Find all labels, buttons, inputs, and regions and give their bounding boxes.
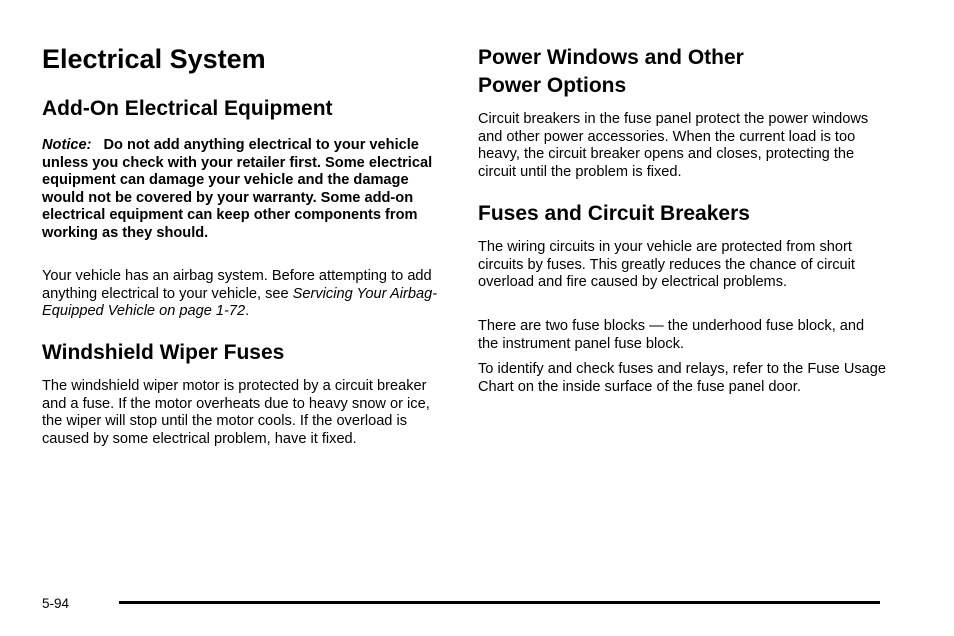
wiper-heading: Windshield Wiper Fuses xyxy=(42,341,285,364)
airbag-text: Your vehicle has an airbag system. Before attempting to add anything electrical to your vehicle, see xyxy=(42,268,432,302)
wiper-paragraph: The windshield wiper motor is protected by a circuit breaker and a fuse. If the motor overheats due to heavy snow or ice, the wiper will stop until the motor cools. If the overload is caused by some electrical problem, have it fixed. xyxy=(42,378,430,447)
notice-paragraph xyxy=(42,137,447,243)
power-paragraph: Circuit breakers in the fuse panel protect the power windows and other power accessories. When the current load is too heavy, the circuit breaker opens and closes, protecting the circuit until the problem is fixed. xyxy=(478,111,869,180)
addon-section xyxy=(42,95,447,123)
power-heading-line2: Power Options xyxy=(478,74,627,97)
airbag-paragraph xyxy=(42,268,447,321)
fuses-paragraph-1: The wiring circuits in your vehicle are protected from short circuits by fuses. This greatly reduces the chance of circuit overload and fire caused by electrical problems. xyxy=(478,239,855,291)
fuses-section xyxy=(478,200,888,228)
wiper-paragraph-block xyxy=(42,378,447,448)
fuses-paragraph-1-block xyxy=(478,239,888,292)
notice-text: Do not add anything electrical to your vehicle unless you check with your retailer first. Some electrical equipment can damage your vehicle and the damage would not be covered by your warranty. Some add-on electrical equipment can keep other components from working as they should. xyxy=(42,137,433,241)
notice-label: Notice: xyxy=(42,137,92,153)
fuses-heading: Fuses and Circuit Breakers xyxy=(478,202,750,225)
addon-heading: Add-On Electrical Equipment xyxy=(42,97,333,120)
power-section xyxy=(478,44,888,100)
airbag-page-reference: Servicing Your Airbag-Equipped Vehicle on page 1-72 xyxy=(42,285,438,320)
airbag-text-end: . xyxy=(245,303,250,320)
page-number: 5-94 xyxy=(42,596,70,611)
fuses-paragraph-3-block xyxy=(478,361,888,396)
power-heading xyxy=(478,44,888,100)
footer-rule xyxy=(119,601,880,604)
power-heading-line1: Power Windows and Other xyxy=(478,46,744,69)
fuses-paragraph-2: There are two fuse blocks — the underhood fuse block, and the instrument panel fuse block. xyxy=(478,318,865,352)
power-paragraph-block xyxy=(478,111,888,181)
airbag-paragraph-block xyxy=(42,268,447,321)
fuses-paragraph-3: To identify and check fuses and relays, refer to the Fuse Usage Chart on the inside surface of the fuse panel door. xyxy=(478,361,887,395)
page-title: Electrical System xyxy=(42,44,266,74)
fuses-paragraph-2-block xyxy=(478,318,888,353)
notice-block xyxy=(42,137,447,243)
wiper-section xyxy=(42,339,447,367)
